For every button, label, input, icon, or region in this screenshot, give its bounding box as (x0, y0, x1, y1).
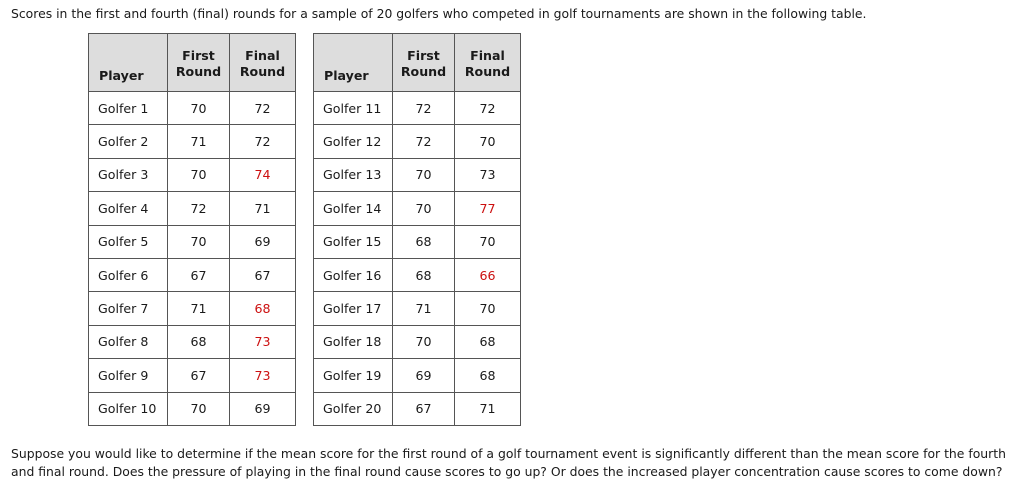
table-row (89, 292, 296, 325)
header-final-line2: Round (239, 63, 286, 79)
first-round-cell: 70 (393, 192, 455, 225)
table-row (314, 92, 521, 125)
table-header-row (89, 34, 296, 92)
table-row (89, 325, 296, 358)
header-final-line1: Final (245, 47, 280, 63)
final-round-cell: 67 (230, 258, 296, 291)
final-round-cell: 72 (230, 92, 296, 125)
player-cell: Golfer 19 (314, 359, 393, 392)
first-round-cell: 71 (393, 292, 455, 325)
table-row (89, 225, 296, 258)
final-round-cell: 68 (230, 292, 296, 325)
header-first-round (168, 34, 230, 92)
first-round-cell: 67 (393, 392, 455, 425)
header-first-line2: Round (175, 63, 222, 79)
player-cell: Golfer 1 (89, 92, 168, 125)
player-cell: Golfer 7 (89, 292, 168, 325)
player-cell: Golfer 17 (314, 292, 393, 325)
final-round-cell: 70 (455, 292, 521, 325)
table-row (314, 258, 521, 291)
player-cell: Golfer 10 (89, 392, 168, 425)
final-round-cell: 69 (230, 392, 296, 425)
first-round-cell: 70 (168, 92, 230, 125)
header-first-line2: Round (400, 63, 447, 79)
header-first-round (393, 34, 455, 92)
first-round-cell: 68 (393, 258, 455, 291)
header-player: Player (314, 34, 393, 92)
player-cell: Golfer 6 (89, 258, 168, 291)
scores-table-right (313, 33, 521, 426)
player-cell: Golfer 2 (89, 125, 168, 158)
first-round-cell: 70 (168, 392, 230, 425)
player-cell: Golfer 11 (314, 92, 393, 125)
question-text: Suppose you would like to determine if the mean score for the first round of a golf tournament event is significantly different than the mean score for the fourth and final round. Does the pressure of playing in the final round cause scores to go up? Or does the increased player concentration cause scores to come down? (11, 446, 1006, 479)
table-row (314, 392, 521, 425)
final-round-cell: 70 (455, 225, 521, 258)
table-row (314, 292, 521, 325)
table-row (314, 325, 521, 358)
header-first-line1: First (182, 47, 215, 63)
table-header-row (314, 34, 521, 92)
header-final-line2: Round (464, 63, 511, 79)
table-row (314, 225, 521, 258)
final-round-cell: 68 (455, 359, 521, 392)
scores-table-left (88, 33, 296, 426)
final-round-cell: 66 (455, 258, 521, 291)
first-round-cell: 70 (393, 325, 455, 358)
table-row (89, 192, 296, 225)
final-round-cell: 72 (230, 125, 296, 158)
table-row (314, 359, 521, 392)
first-round-cell: 70 (168, 225, 230, 258)
header-player: Player (89, 34, 168, 92)
table-row (89, 125, 296, 158)
final-round-cell: 72 (455, 92, 521, 125)
table-row (89, 258, 296, 291)
header-final-round (455, 34, 521, 92)
first-round-cell: 71 (168, 292, 230, 325)
player-cell: Golfer 9 (89, 359, 168, 392)
table-row (314, 125, 521, 158)
first-round-cell: 70 (168, 158, 230, 191)
player-cell: Golfer 8 (89, 325, 168, 358)
header-final-line1: Final (470, 47, 505, 63)
final-round-cell: 73 (455, 158, 521, 191)
header-first-line1: First (407, 47, 440, 63)
final-round-cell: 71 (230, 192, 296, 225)
table-row (314, 192, 521, 225)
table-row (89, 158, 296, 191)
first-round-cell: 72 (393, 125, 455, 158)
table-row (89, 392, 296, 425)
player-cell: Golfer 4 (89, 192, 168, 225)
player-cell: Golfer 14 (314, 192, 393, 225)
table-body-left (89, 92, 296, 426)
player-cell: Golfer 5 (89, 225, 168, 258)
table-row (314, 158, 521, 191)
final-round-cell: 74 (230, 158, 296, 191)
final-round-cell: 68 (455, 325, 521, 358)
player-cell: Golfer 3 (89, 158, 168, 191)
player-cell: Golfer 20 (314, 392, 393, 425)
final-round-cell: 70 (455, 125, 521, 158)
player-cell: Golfer 15 (314, 225, 393, 258)
player-cell: Golfer 18 (314, 325, 393, 358)
first-round-cell: 68 (393, 225, 455, 258)
first-round-cell: 72 (168, 192, 230, 225)
final-round-cell: 73 (230, 325, 296, 358)
first-round-cell: 69 (393, 359, 455, 392)
player-cell: Golfer 13 (314, 158, 393, 191)
first-round-cell: 71 (168, 125, 230, 158)
first-round-cell: 68 (168, 325, 230, 358)
first-round-cell: 67 (168, 258, 230, 291)
final-round-cell: 71 (455, 392, 521, 425)
first-round-cell: 72 (393, 92, 455, 125)
table-row (89, 359, 296, 392)
final-round-cell: 69 (230, 225, 296, 258)
table-body-right (314, 92, 521, 426)
table-row (89, 92, 296, 125)
player-cell: Golfer 12 (314, 125, 393, 158)
header-final-round (230, 34, 296, 92)
intro-text: Scores in the first and fourth (final) rounds for a sample of 20 golfers who competed in golf tournaments are shown in the following table. (11, 6, 867, 21)
final-round-cell: 73 (230, 359, 296, 392)
final-round-cell: 77 (455, 192, 521, 225)
first-round-cell: 67 (168, 359, 230, 392)
first-round-cell: 70 (393, 158, 455, 191)
player-cell: Golfer 16 (314, 258, 393, 291)
